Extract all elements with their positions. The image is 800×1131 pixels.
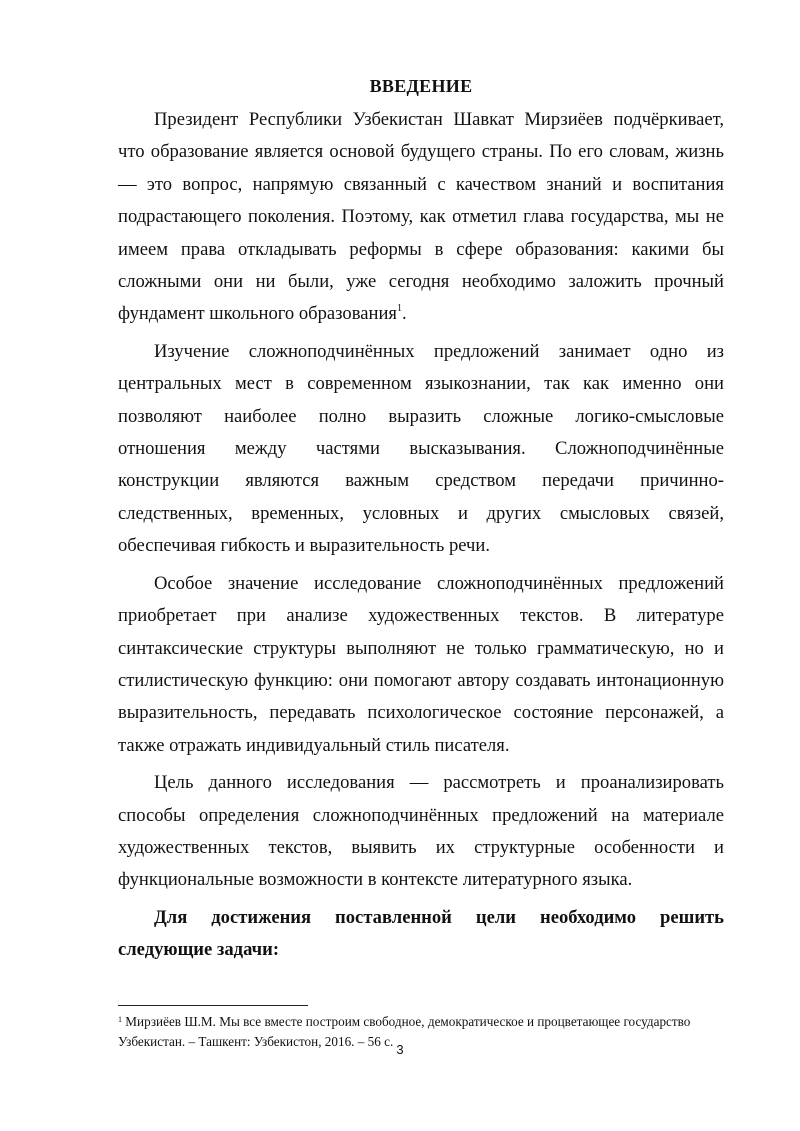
footnote-separator: [118, 1005, 308, 1006]
paragraph-tasks-intro: Для достижения поставленной цели необходимо решить следующие задачи:: [118, 906, 724, 961]
paragraph-intro: [118, 104, 724, 331]
paragraph-research-goal: Цель данного исследования — рассмотреть и проанализировать способы определения сложноподчинённых предложений на материале художественных текстов, выявить их структурные особенности и функциональные возможности в контексте литературного языка.: [118, 772, 724, 891]
paragraph-literary-texts: Особое значение исследование сложноподчинённых предложений приобретает при анализе художественных текстов. В литературе синтаксические структуры выполняют не только грамматическую, но и стилистическую функцию: они помогают автору создавать интонационную выразительность, передавать психологическое состояние персонажей, а также отражать индивидуальный стиль писателя.: [118, 572, 724, 756]
paragraph-complex-sentences: Изучение сложноподчинённых предложений занимает одно из центральных мест в современном языкознании, так как именно они позволяют наиболее полно выразить сложные логико-смысловые отношения между частями высказывания. Сложноподчинённые конструкции являются важным средством передачи причинно-следственных, временных, условных и других смысловых связей, обеспечивая гибкость и выразительность речи.: [118, 340, 724, 557]
paragraph-intro-end: .: [401, 303, 407, 325]
section-heading: ВВЕДЕНИЕ: [369, 76, 473, 96]
footnote-marker: 1: [118, 1015, 122, 1024]
page-body: [118, 70, 724, 967]
page-number: 3: [396, 1042, 404, 1057]
paragraph-intro-text: Президент Республики Узбекистан Шавкат Мирзиёев подчёркивает, что образование является основой будущего страны. По его словам, жизнь — это вопрос, напрямую связанный с качеством знаний и воспитания подрастающего поколения. Поэтому, как отметил глава государства, мы не имеем права откладывать реформы в сфере образования: какими бы сложными они ни были, уже сегодня необходимо заложить прочный фундамент школьного образования: [118, 109, 724, 325]
footnote-reference[interactable]: 1: [396, 303, 402, 315]
footnote-text: Мирзиёев Ш.М. Мы все вместе построим свободное, демократическое и процветающее государство Узбекистан. – Ташкент: Узбекистон, 2016. – 56 с.: [118, 1014, 691, 1049]
